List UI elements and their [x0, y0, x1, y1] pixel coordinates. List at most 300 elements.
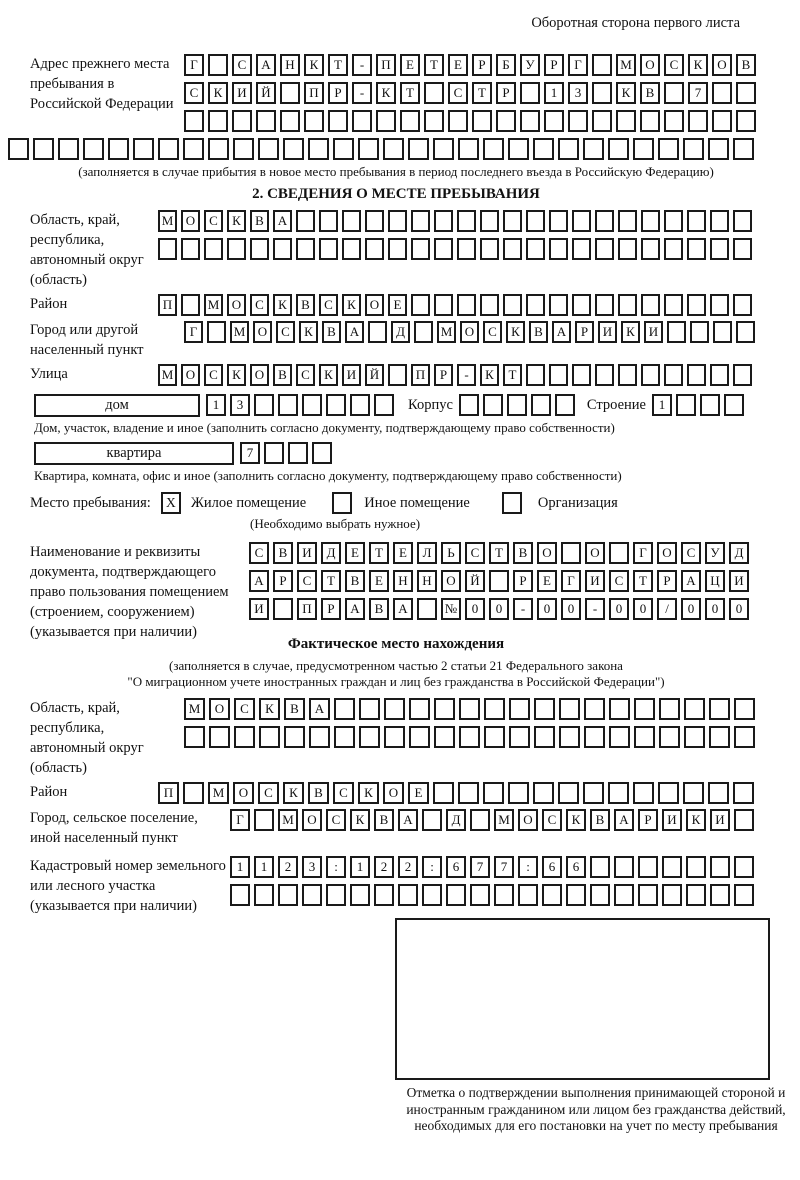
- char-cell[interactable]: И: [662, 809, 682, 831]
- char-cell[interactable]: [590, 856, 610, 878]
- char-cell[interactable]: [208, 110, 228, 132]
- char-cell[interactable]: [618, 210, 637, 232]
- char-cell[interactable]: [687, 238, 706, 260]
- char-cell[interactable]: [664, 82, 684, 104]
- char-cell[interactable]: Р: [321, 598, 341, 620]
- char-cell[interactable]: С: [319, 294, 338, 316]
- char-cell[interactable]: О: [640, 54, 660, 76]
- char-cell[interactable]: Е: [408, 782, 429, 804]
- char-cell[interactable]: [592, 82, 612, 104]
- char-cell[interactable]: Т: [321, 570, 341, 592]
- char-cell[interactable]: П: [158, 782, 179, 804]
- char-cell[interactable]: [342, 238, 361, 260]
- char-cell[interactable]: [687, 294, 706, 316]
- char-cell[interactable]: С: [249, 542, 269, 564]
- char-cell[interactable]: М: [158, 210, 177, 232]
- char-cell[interactable]: [686, 884, 706, 906]
- char-cell[interactable]: К: [566, 809, 586, 831]
- char-cell[interactable]: [280, 110, 300, 132]
- char-cell[interactable]: Т: [424, 54, 444, 76]
- char-cell[interactable]: [733, 782, 754, 804]
- char-cell[interactable]: И: [297, 542, 317, 564]
- char-cell[interactable]: [503, 294, 522, 316]
- char-cell[interactable]: [733, 210, 752, 232]
- char-cell[interactable]: [359, 726, 380, 748]
- char-cell[interactable]: И: [598, 321, 617, 343]
- char-cell[interactable]: [616, 110, 636, 132]
- char-cell[interactable]: [531, 394, 551, 416]
- char-cell[interactable]: Ь: [441, 542, 461, 564]
- char-cell[interactable]: [713, 321, 732, 343]
- char-cell[interactable]: 7: [470, 856, 490, 878]
- char-cell[interactable]: [459, 726, 480, 748]
- char-cell[interactable]: [230, 884, 250, 906]
- char-cell[interactable]: [709, 698, 730, 720]
- char-cell[interactable]: И: [249, 598, 269, 620]
- char-cell[interactable]: [583, 138, 604, 160]
- char-cell[interactable]: О: [712, 54, 732, 76]
- char-cell[interactable]: [254, 884, 274, 906]
- char-cell[interactable]: [734, 809, 754, 831]
- char-cell[interactable]: С: [232, 54, 252, 76]
- char-cell[interactable]: [484, 698, 505, 720]
- char-cell[interactable]: [365, 210, 384, 232]
- char-cell[interactable]: С: [258, 782, 279, 804]
- char-cell[interactable]: В: [529, 321, 548, 343]
- stay-type-checkbox-organization[interactable]: [502, 492, 522, 514]
- char-cell[interactable]: К: [342, 294, 361, 316]
- char-cell[interactable]: И: [729, 570, 749, 592]
- char-cell[interactable]: [664, 210, 683, 232]
- char-cell[interactable]: 2: [398, 856, 418, 878]
- char-cell[interactable]: [544, 110, 564, 132]
- char-cell[interactable]: [365, 238, 384, 260]
- char-cell[interactable]: [734, 856, 754, 878]
- char-cell[interactable]: [411, 294, 430, 316]
- char-cell[interactable]: [609, 698, 630, 720]
- char-cell[interactable]: [533, 782, 554, 804]
- char-cell[interactable]: Г: [184, 54, 204, 76]
- char-cell[interactable]: А: [398, 809, 418, 831]
- char-cell[interactable]: [302, 394, 322, 416]
- char-cell[interactable]: 0: [705, 598, 725, 620]
- char-cell[interactable]: [584, 726, 605, 748]
- char-cell[interactable]: Т: [472, 82, 492, 104]
- char-cell[interactable]: [312, 442, 332, 464]
- char-cell[interactable]: Д: [321, 542, 341, 564]
- char-cell[interactable]: [733, 138, 754, 160]
- char-cell[interactable]: О: [253, 321, 272, 343]
- char-cell[interactable]: [684, 726, 705, 748]
- char-cell[interactable]: [641, 294, 660, 316]
- char-cell[interactable]: [664, 294, 683, 316]
- char-cell[interactable]: [480, 210, 499, 232]
- char-cell[interactable]: [232, 110, 252, 132]
- char-cell[interactable]: [319, 210, 338, 232]
- char-cell[interactable]: 0: [489, 598, 509, 620]
- char-cell[interactable]: :: [422, 856, 442, 878]
- char-cell[interactable]: М: [158, 364, 177, 386]
- char-cell[interactable]: [592, 110, 612, 132]
- char-cell[interactable]: [411, 210, 430, 232]
- char-cell[interactable]: М: [278, 809, 298, 831]
- char-cell[interactable]: -: [513, 598, 533, 620]
- char-cell[interactable]: А: [552, 321, 571, 343]
- char-cell[interactable]: [470, 884, 490, 906]
- char-cell[interactable]: [258, 138, 279, 160]
- char-cell[interactable]: [264, 442, 284, 464]
- char-cell[interactable]: Н: [393, 570, 413, 592]
- char-cell[interactable]: [422, 884, 442, 906]
- char-cell[interactable]: Н: [280, 54, 300, 76]
- char-cell[interactable]: О: [585, 542, 605, 564]
- char-cell[interactable]: О: [657, 542, 677, 564]
- char-cell[interactable]: [664, 110, 684, 132]
- char-cell[interactable]: Д: [391, 321, 410, 343]
- char-cell[interactable]: [700, 394, 720, 416]
- char-cell[interactable]: [328, 110, 348, 132]
- char-cell[interactable]: Е: [400, 54, 420, 76]
- char-cell[interactable]: [414, 321, 433, 343]
- char-cell[interactable]: [618, 364, 637, 386]
- char-cell[interactable]: С: [296, 364, 315, 386]
- char-cell[interactable]: К: [283, 782, 304, 804]
- char-cell[interactable]: [687, 364, 706, 386]
- char-cell[interactable]: [283, 138, 304, 160]
- char-cell[interactable]: К: [259, 698, 280, 720]
- char-cell[interactable]: [534, 726, 555, 748]
- char-cell[interactable]: [333, 138, 354, 160]
- char-cell[interactable]: Т: [369, 542, 389, 564]
- char-cell[interactable]: [676, 394, 696, 416]
- char-cell[interactable]: [508, 138, 529, 160]
- char-cell[interactable]: М: [230, 321, 249, 343]
- char-cell[interactable]: С: [276, 321, 295, 343]
- char-cell[interactable]: [638, 856, 658, 878]
- char-cell[interactable]: [533, 138, 554, 160]
- char-cell[interactable]: [483, 138, 504, 160]
- char-cell[interactable]: [503, 210, 522, 232]
- char-cell[interactable]: [158, 138, 179, 160]
- char-cell[interactable]: [326, 394, 346, 416]
- char-cell[interactable]: В: [369, 598, 389, 620]
- char-cell[interactable]: [184, 110, 204, 132]
- char-cell[interactable]: С: [333, 782, 354, 804]
- char-cell[interactable]: [664, 364, 683, 386]
- char-cell[interactable]: [508, 782, 529, 804]
- char-cell[interactable]: М: [616, 54, 636, 76]
- char-cell[interactable]: 0: [729, 598, 749, 620]
- char-cell[interactable]: [280, 82, 300, 104]
- char-cell[interactable]: :: [326, 856, 346, 878]
- char-cell[interactable]: 3: [230, 394, 250, 416]
- char-cell[interactable]: [566, 884, 586, 906]
- char-cell[interactable]: Р: [544, 54, 564, 76]
- char-cell[interactable]: Г: [568, 54, 588, 76]
- char-cell[interactable]: К: [358, 782, 379, 804]
- char-cell[interactable]: [507, 394, 527, 416]
- char-cell[interactable]: [296, 210, 315, 232]
- char-cell[interactable]: К: [304, 54, 324, 76]
- char-cell[interactable]: О: [233, 782, 254, 804]
- char-cell[interactable]: 0: [681, 598, 701, 620]
- char-cell[interactable]: [484, 726, 505, 748]
- char-cell[interactable]: [424, 110, 444, 132]
- char-cell[interactable]: [434, 726, 455, 748]
- char-cell[interactable]: 0: [561, 598, 581, 620]
- char-cell[interactable]: [434, 698, 455, 720]
- char-cell[interactable]: [686, 856, 706, 878]
- char-cell[interactable]: К: [621, 321, 640, 343]
- char-cell[interactable]: [398, 884, 418, 906]
- char-cell[interactable]: [736, 321, 755, 343]
- char-cell[interactable]: 0: [537, 598, 557, 620]
- char-cell[interactable]: [687, 210, 706, 232]
- char-cell[interactable]: У: [520, 54, 540, 76]
- char-cell[interactable]: С: [465, 542, 485, 564]
- char-cell[interactable]: [667, 321, 686, 343]
- char-cell[interactable]: С: [184, 82, 204, 104]
- char-cell[interactable]: [459, 698, 480, 720]
- char-cell[interactable]: П: [304, 82, 324, 104]
- char-cell[interactable]: Р: [638, 809, 658, 831]
- char-cell[interactable]: Е: [393, 542, 413, 564]
- char-cell[interactable]: В: [250, 210, 269, 232]
- char-cell[interactable]: 7: [688, 82, 708, 104]
- char-cell[interactable]: [549, 364, 568, 386]
- char-cell[interactable]: А: [681, 570, 701, 592]
- char-cell[interactable]: С: [448, 82, 468, 104]
- char-cell[interactable]: К: [227, 210, 246, 232]
- char-cell[interactable]: В: [640, 82, 660, 104]
- char-cell[interactable]: -: [352, 82, 372, 104]
- char-cell[interactable]: И: [342, 364, 361, 386]
- char-cell[interactable]: К: [350, 809, 370, 831]
- char-cell[interactable]: [374, 884, 394, 906]
- char-cell[interactable]: [614, 884, 634, 906]
- char-cell[interactable]: [409, 698, 430, 720]
- char-cell[interactable]: Е: [345, 542, 365, 564]
- char-cell[interactable]: [572, 238, 591, 260]
- char-cell[interactable]: -: [585, 598, 605, 620]
- char-cell[interactable]: [526, 210, 545, 232]
- char-cell[interactable]: А: [249, 570, 269, 592]
- char-cell[interactable]: [549, 210, 568, 232]
- char-cell[interactable]: [457, 238, 476, 260]
- char-cell[interactable]: С: [483, 321, 502, 343]
- char-cell[interactable]: [733, 294, 752, 316]
- char-cell[interactable]: Д: [446, 809, 466, 831]
- char-cell[interactable]: Т: [489, 542, 509, 564]
- char-cell[interactable]: А: [345, 598, 365, 620]
- char-cell[interactable]: Г: [561, 570, 581, 592]
- char-cell[interactable]: [434, 210, 453, 232]
- char-cell[interactable]: [256, 110, 276, 132]
- char-cell[interactable]: [458, 138, 479, 160]
- char-cell[interactable]: Р: [513, 570, 533, 592]
- char-cell[interactable]: [457, 210, 476, 232]
- char-cell[interactable]: [662, 856, 682, 878]
- char-cell[interactable]: О: [537, 542, 557, 564]
- char-cell[interactable]: [183, 782, 204, 804]
- char-cell[interactable]: В: [296, 294, 315, 316]
- char-cell[interactable]: М: [437, 321, 456, 343]
- char-cell[interactable]: О: [302, 809, 322, 831]
- char-cell[interactable]: У: [705, 542, 725, 564]
- char-cell[interactable]: [734, 698, 755, 720]
- char-cell[interactable]: В: [308, 782, 329, 804]
- char-cell[interactable]: [368, 321, 387, 343]
- char-cell[interactable]: [659, 698, 680, 720]
- char-cell[interactable]: [388, 364, 407, 386]
- char-cell[interactable]: О: [383, 782, 404, 804]
- char-cell[interactable]: С: [204, 210, 223, 232]
- char-cell[interactable]: 2: [278, 856, 298, 878]
- char-cell[interactable]: [184, 726, 205, 748]
- char-cell[interactable]: [278, 884, 298, 906]
- char-cell[interactable]: [526, 238, 545, 260]
- char-cell[interactable]: [234, 726, 255, 748]
- char-cell[interactable]: [334, 698, 355, 720]
- char-cell[interactable]: [712, 110, 732, 132]
- char-cell[interactable]: [559, 726, 580, 748]
- char-cell[interactable]: [609, 726, 630, 748]
- char-cell[interactable]: [595, 238, 614, 260]
- char-cell[interactable]: Й: [465, 570, 485, 592]
- char-cell[interactable]: С: [250, 294, 269, 316]
- char-cell[interactable]: [350, 884, 370, 906]
- char-cell[interactable]: [302, 884, 322, 906]
- char-cell[interactable]: [408, 138, 429, 160]
- char-cell[interactable]: [736, 82, 756, 104]
- char-cell[interactable]: 3: [302, 856, 322, 878]
- char-cell[interactable]: [400, 110, 420, 132]
- char-cell[interactable]: [634, 726, 655, 748]
- char-cell[interactable]: К: [686, 809, 706, 831]
- char-cell[interactable]: [448, 110, 468, 132]
- char-cell[interactable]: 6: [446, 856, 466, 878]
- char-cell[interactable]: Н: [417, 570, 437, 592]
- char-cell[interactable]: [181, 238, 200, 260]
- char-cell[interactable]: [383, 138, 404, 160]
- char-cell[interactable]: [8, 138, 29, 160]
- char-cell[interactable]: [309, 726, 330, 748]
- char-cell[interactable]: [483, 394, 503, 416]
- char-cell[interactable]: К: [688, 54, 708, 76]
- char-cell[interactable]: Г: [184, 321, 203, 343]
- char-cell[interactable]: [483, 782, 504, 804]
- char-cell[interactable]: -: [457, 364, 476, 386]
- char-cell[interactable]: 1: [350, 856, 370, 878]
- char-cell[interactable]: Е: [369, 570, 389, 592]
- char-cell[interactable]: [259, 726, 280, 748]
- char-cell[interactable]: [470, 809, 490, 831]
- char-cell[interactable]: Й: [256, 82, 276, 104]
- char-cell[interactable]: [296, 238, 315, 260]
- char-cell[interactable]: Л: [417, 542, 437, 564]
- char-cell[interactable]: 0: [609, 598, 629, 620]
- char-cell[interactable]: М: [204, 294, 223, 316]
- char-cell[interactable]: [710, 364, 729, 386]
- char-cell[interactable]: [108, 138, 129, 160]
- char-cell[interactable]: [664, 238, 683, 260]
- char-cell[interactable]: [326, 884, 346, 906]
- char-cell[interactable]: Д: [729, 542, 749, 564]
- char-cell[interactable]: [634, 698, 655, 720]
- char-cell[interactable]: К: [319, 364, 338, 386]
- char-cell[interactable]: [526, 364, 545, 386]
- char-cell[interactable]: Р: [472, 54, 492, 76]
- char-cell[interactable]: Е: [448, 54, 468, 76]
- char-cell[interactable]: [658, 138, 679, 160]
- char-cell[interactable]: Й: [365, 364, 384, 386]
- char-cell[interactable]: [350, 394, 370, 416]
- char-cell[interactable]: 6: [566, 856, 586, 878]
- char-cell[interactable]: [384, 698, 405, 720]
- char-cell[interactable]: А: [273, 210, 292, 232]
- char-cell[interactable]: [446, 884, 466, 906]
- char-cell[interactable]: :: [518, 856, 538, 878]
- char-cell[interactable]: [561, 542, 581, 564]
- char-cell[interactable]: Т: [503, 364, 522, 386]
- char-cell[interactable]: [618, 294, 637, 316]
- char-cell[interactable]: К: [376, 82, 396, 104]
- char-cell[interactable]: [227, 238, 246, 260]
- char-cell[interactable]: [690, 321, 709, 343]
- char-cell[interactable]: [254, 394, 274, 416]
- char-cell[interactable]: [273, 598, 293, 620]
- char-cell[interactable]: [568, 110, 588, 132]
- char-cell[interactable]: [417, 598, 437, 620]
- stay-type-checkbox-other-premises[interactable]: [332, 492, 352, 514]
- char-cell[interactable]: Т: [328, 54, 348, 76]
- char-cell[interactable]: [480, 238, 499, 260]
- char-cell[interactable]: №: [441, 598, 461, 620]
- char-cell[interactable]: [509, 726, 530, 748]
- char-cell[interactable]: [494, 884, 514, 906]
- char-cell[interactable]: [710, 210, 729, 232]
- char-cell[interactable]: И: [644, 321, 663, 343]
- char-cell[interactable]: Р: [434, 364, 453, 386]
- char-cell[interactable]: [480, 294, 499, 316]
- char-cell[interactable]: [592, 54, 612, 76]
- stay-type-checkbox-residential[interactable]: X: [161, 492, 181, 514]
- char-cell[interactable]: [595, 294, 614, 316]
- char-cell[interactable]: М: [184, 698, 205, 720]
- char-cell[interactable]: А: [614, 809, 634, 831]
- char-cell[interactable]: [542, 884, 562, 906]
- char-cell[interactable]: [708, 782, 729, 804]
- char-cell[interactable]: О: [460, 321, 479, 343]
- char-cell[interactable]: [710, 884, 730, 906]
- char-cell[interactable]: /: [657, 598, 677, 620]
- char-cell[interactable]: К: [227, 364, 246, 386]
- char-cell[interactable]: [733, 238, 752, 260]
- char-cell[interactable]: В: [273, 364, 292, 386]
- char-cell[interactable]: К: [616, 82, 636, 104]
- char-cell[interactable]: Е: [388, 294, 407, 316]
- char-cell[interactable]: А: [345, 321, 364, 343]
- char-cell[interactable]: [555, 394, 575, 416]
- char-cell[interactable]: [683, 782, 704, 804]
- char-cell[interactable]: С: [204, 364, 223, 386]
- char-cell[interactable]: С: [542, 809, 562, 831]
- char-cell[interactable]: [489, 570, 509, 592]
- char-cell[interactable]: [724, 394, 744, 416]
- char-cell[interactable]: [641, 238, 660, 260]
- char-cell[interactable]: [590, 884, 610, 906]
- char-cell[interactable]: М: [494, 809, 514, 831]
